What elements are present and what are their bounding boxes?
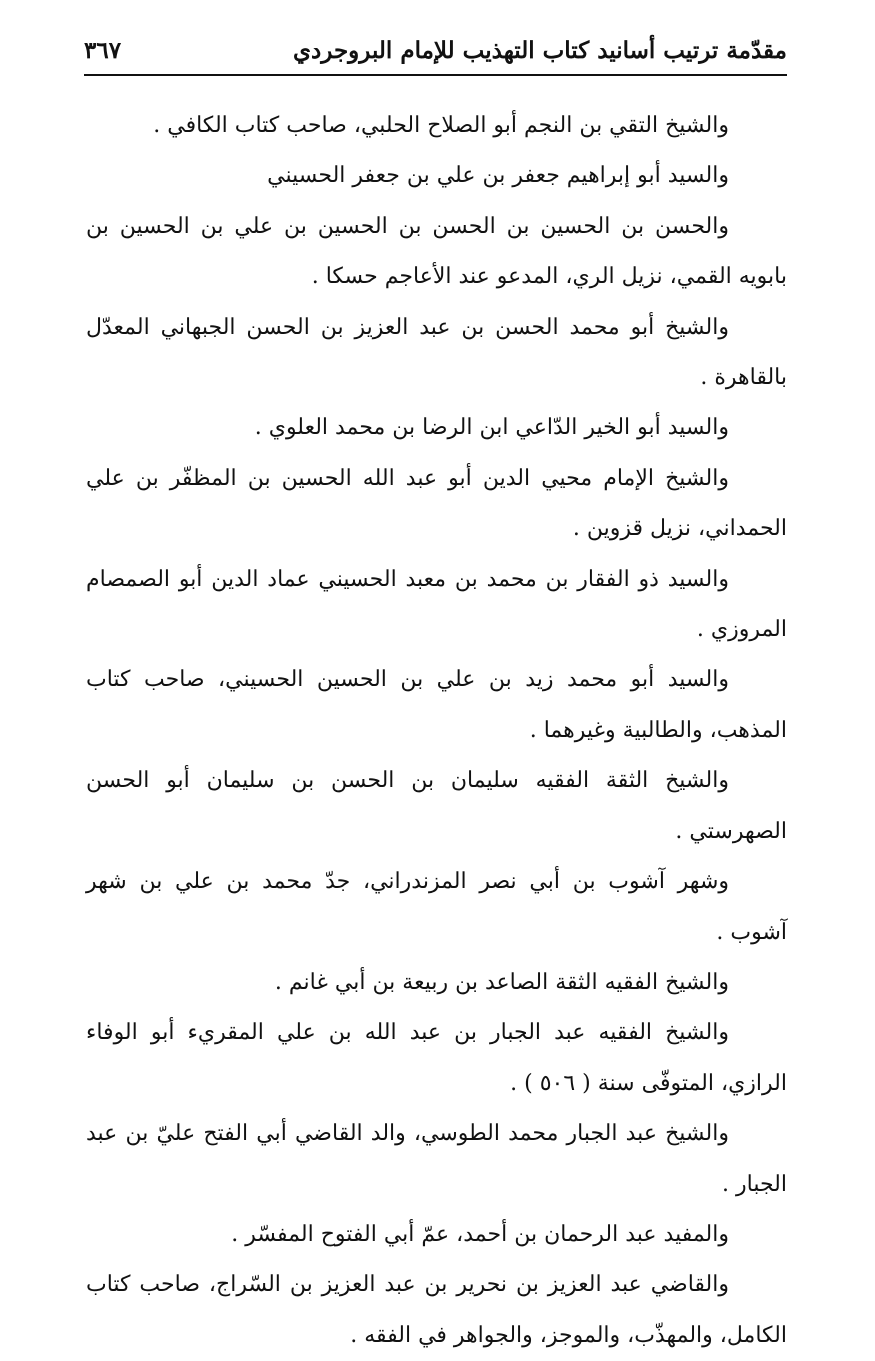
paragraph: والشيخ الإمام محيي الدين أبو عبد الله الحسين بن المظفّر بن علي الحمداني، نزيل قزوين . — [86, 465, 787, 542]
paragraph: والشيخ التقي بن النجم أبو الصلاح الحلبي، صاحب كتاب الكافي . — [153, 113, 729, 138]
page-header — [84, 30, 787, 70]
paragraph: والسيد أبو الخير الدّاعي ابن الرضا بن محمد العلوي . — [254, 415, 729, 441]
paragraph: والسيد أبو محمد زيد بن علي بن الحسين الحسيني، صاحب كتاب المذهب، والطالبية وغيرهما . — [86, 667, 787, 743]
paragraph: والشيخ الفقيه الثقة الصاعد بن ربيعة بن أبي غانم . — [274, 969, 729, 995]
page-body — [86, 101, 787, 1361]
paragraph: والشيخ أبو محمد الحسن بن عبد العزيز بن الحسن الجبهاني المعدّل بالقاهرة . — [86, 314, 787, 391]
paragraph: والمفيد عبد الرحمان بن أحمد، عمّ أبي الفتوح المفسّر . — [231, 1221, 729, 1247]
paragraph: والشيخ عبد الجبار محمد الطوسي، والد القاضي أبي الفتح عليّ بن عبد الجبار . — [86, 1121, 787, 1197]
paragraph: والسيد أبو إبراهيم جعفر بن علي بن جعفر الحسيني — [267, 163, 729, 189]
paragraph: والحسن بن الحسين بن الحسن بن الحسين بن علي بن الحسين بن بابويه القمي، نزيل الري، المدعو عند الأعاجم حسكا . — [86, 213, 787, 290]
page-number: ٣٦٧ — [84, 36, 122, 64]
paragraph: والشيخ الثقة الفقيه سليمان بن الحسن بن سليمان أبو الحسن الصهرستي . — [86, 768, 787, 844]
paragraph: والشيخ الفقيه عبد الجبار بن عبد الله بن علي المقريء أبو الوفاء الرازي، المتوفّى سنة ( ٥٠٦ ) . — [86, 1020, 787, 1096]
paragraph: وشهر آشوب بن أبي نصر المزندراني، جدّ محمد بن علي بن شهر آشوب . — [86, 869, 787, 945]
header-rule — [84, 74, 787, 76]
paragraph: والسيد ذو الفقار بن محمد بن معبد الحسيني عماد الدين أبو الصمصام المروزي . — [86, 566, 787, 643]
paragraph: والقاضي عبد العزيز بن نحرير بن عبد العزيز بن السّراج، صاحب كتاب الكامل، والمهذّب، والموجز، والجواهر في الفقه . — [86, 1272, 787, 1348]
running-title: مقدّمة ترتيب أسانيد كتاب التهذيب للإمام البروجردي — [293, 36, 787, 64]
